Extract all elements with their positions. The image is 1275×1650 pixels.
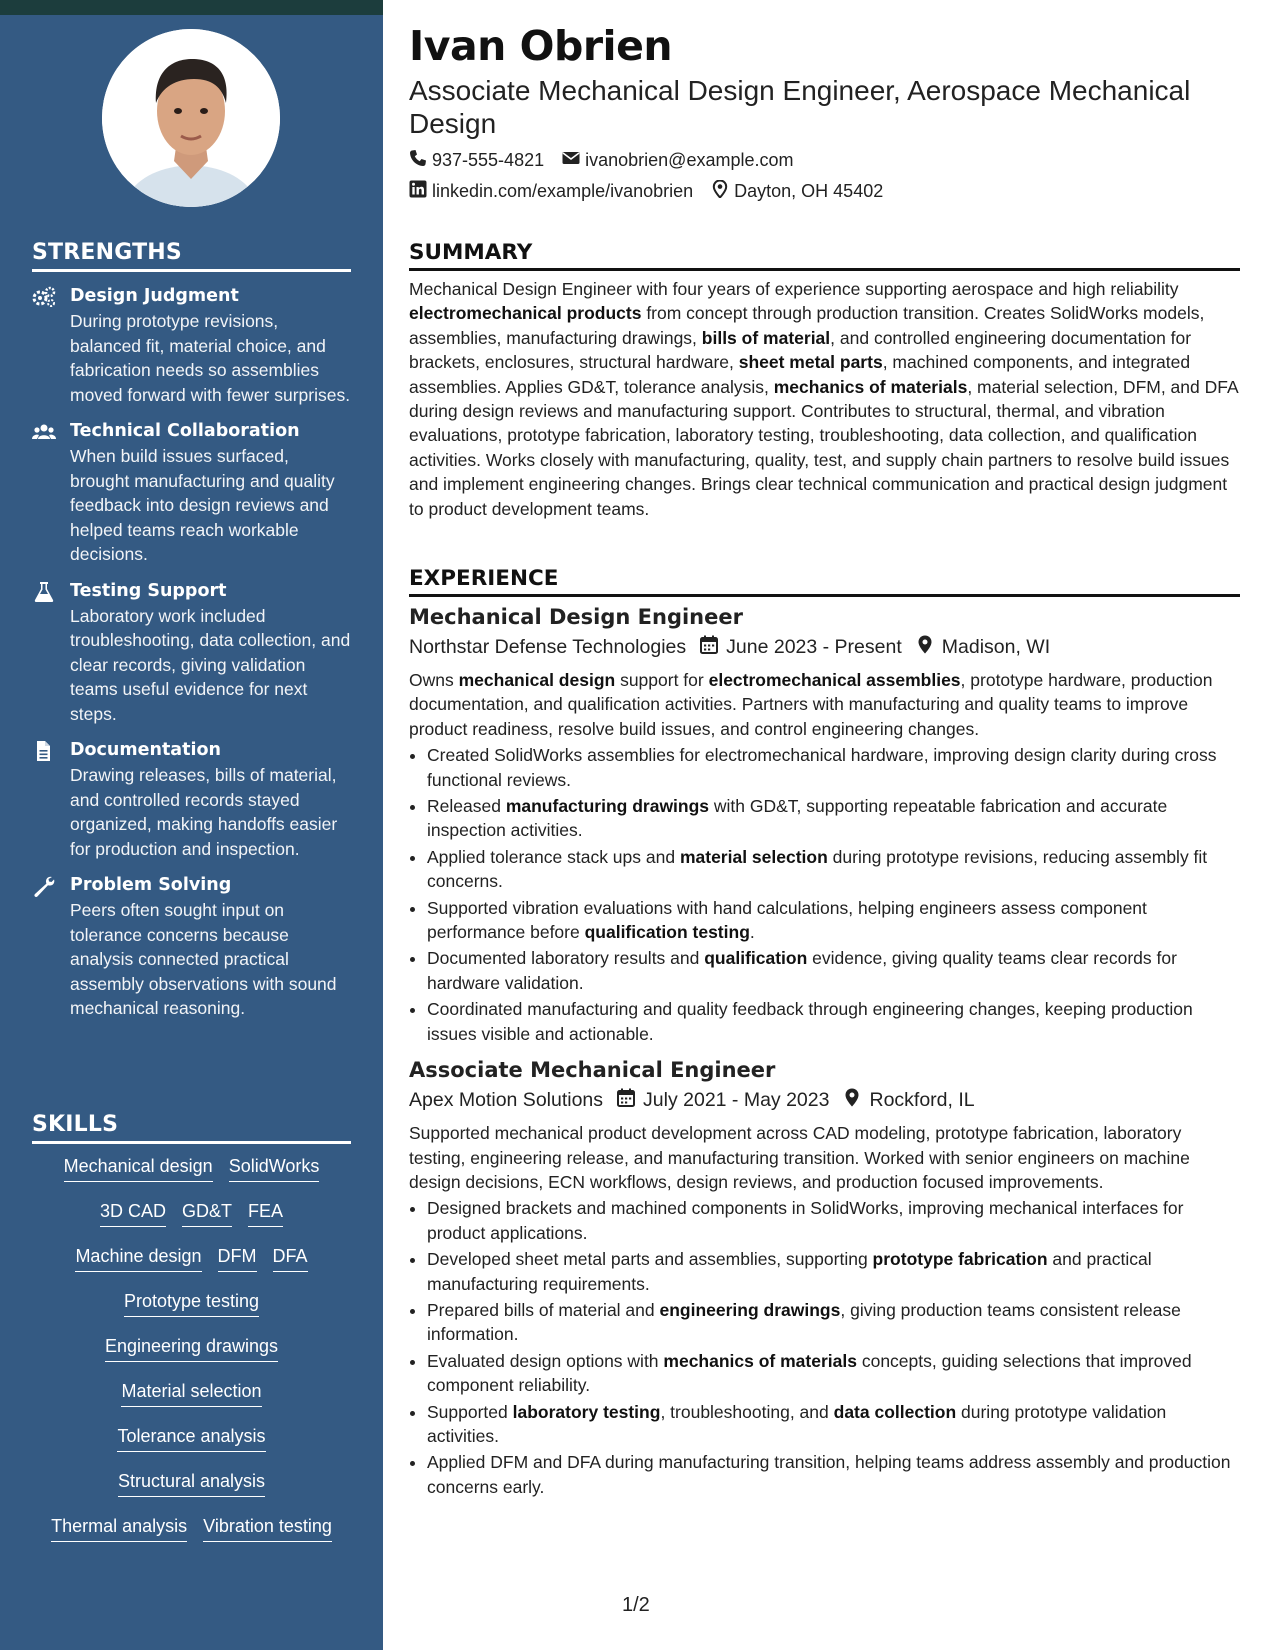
skills-section bbox=[32, 1112, 351, 1561]
job-location: Rockford, IL bbox=[869, 1089, 975, 1112]
job-summary: Owns mechanical design support for electromechanical assemblies, prototype hardware, production documentation, and qualification activities. Partners with manufacturing and quality teams to improve product readiness, resolve build issues, and control engineering changes. bbox=[409, 670, 1213, 739]
summary-heading: SUMMARY bbox=[409, 240, 1240, 271]
strength-desc: Laboratory work included troubleshooting, data collection, and clear records, giving validation teams useful evidence for next steps. bbox=[70, 605, 351, 724]
skill-row bbox=[32, 1246, 351, 1291]
list-item: • Released manufacturing drawings with GD&T, supporting repeatable fabrication and accurate inspection activities. bbox=[427, 794, 1240, 843]
users-icon bbox=[32, 421, 56, 443]
job-dates: June 2023 - Present bbox=[726, 636, 902, 658]
wrench-icon bbox=[32, 875, 56, 897]
skill-tag: Engineering drawings bbox=[105, 1336, 278, 1362]
skill-row bbox=[32, 1471, 351, 1516]
strength-item bbox=[32, 284, 351, 407]
skill-tag: FEA bbox=[248, 1201, 283, 1227]
skill-row bbox=[32, 1516, 351, 1561]
skill-tag: Vibration testing bbox=[203, 1516, 332, 1542]
list-item: • Supported laboratory testing, troubleshooting, and data collection during prototype validation activities. bbox=[427, 1400, 1240, 1449]
list-item: • Applied DFM and DFA during manufacturing transition, helping teams address assembly and production concerns early. bbox=[427, 1450, 1240, 1499]
strengths-heading: STRENGTHS bbox=[32, 240, 351, 272]
strength-title: Technical Collaboration bbox=[70, 421, 300, 441]
candidate-title: Associate Mechanical Design Engineer, Aerospace Mechanical Design bbox=[409, 75, 1191, 139]
job-meta bbox=[409, 635, 1240, 660]
strengths-section bbox=[32, 240, 351, 1021]
skill-tag: GD&T bbox=[182, 1201, 232, 1227]
list-item: • Applied tolerance stack ups and material selection during prototype revisions, reducing assembly fit concerns. bbox=[427, 845, 1240, 894]
strength-item bbox=[32, 419, 351, 567]
map-pin-icon bbox=[843, 1088, 861, 1113]
page-number: 1/2 bbox=[622, 1594, 650, 1616]
skill-tag: DFA bbox=[273, 1246, 308, 1272]
contact-row bbox=[409, 180, 883, 203]
experience-heading: EXPERIENCE bbox=[409, 566, 1240, 597]
skill-row bbox=[32, 1291, 351, 1336]
skill-tag: Tolerance analysis bbox=[117, 1426, 265, 1452]
job-entry bbox=[409, 605, 1240, 1046]
list-item: • Coordinated manufacturing and quality feedback through engineering changes, keeping production issues visible and actionable. bbox=[427, 997, 1240, 1046]
job-location: Madison, WI bbox=[941, 636, 1051, 658]
skill-tag: Mechanical design bbox=[64, 1156, 213, 1182]
gears-icon bbox=[32, 286, 56, 308]
list-item: • Documented laboratory results and qualification evidence, giving quality teams clear records for hardware validation. bbox=[427, 946, 1240, 995]
email-contact bbox=[562, 149, 793, 172]
skill-tag: 3D CAD bbox=[100, 1201, 166, 1227]
skill-row bbox=[32, 1336, 351, 1381]
linkedin-contact bbox=[409, 180, 693, 203]
job-summary: Supported mechanical product development across CAD modeling, prototype fabrication, laboratory testing, engineering release, and manufacturing transition. Worked with senior engineers on machine design decisions, ECN workflows, design reviews, and production focused improvements. bbox=[409, 1123, 1190, 1192]
list-item: • Created SolidWorks assemblies for electromechanical hardware, improving design clarity during cross functional reviews. bbox=[427, 743, 1240, 792]
list-item: • Designed brackets and machined components in SolidWorks, improving mechanical interfaces for product applications. bbox=[427, 1196, 1240, 1245]
job-meta bbox=[409, 1088, 1240, 1113]
skill-row bbox=[32, 1381, 351, 1426]
calendar-icon bbox=[700, 635, 718, 660]
skill-tag: Prototype testing bbox=[124, 1291, 259, 1317]
phone-text[interactable]: 937-555-4821 bbox=[432, 150, 545, 170]
skill-tag: Machine design bbox=[75, 1246, 201, 1272]
candidate-name: Ivan Obrien bbox=[409, 22, 673, 70]
skill-row bbox=[32, 1426, 351, 1471]
contact-row bbox=[409, 149, 793, 172]
skill-row bbox=[32, 1156, 351, 1201]
strength-title: Problem Solving bbox=[70, 875, 232, 895]
company-name: Northstar Defense Technologies bbox=[409, 636, 687, 658]
strength-desc: Peers often sought input on tolerance concerns because analysis connected practical assembly observations with sound mechanical reasoning. bbox=[70, 900, 337, 1018]
job-title: Associate Mechanical Engineer bbox=[409, 1058, 776, 1083]
linkedin-icon bbox=[409, 180, 427, 203]
skill-tag: Material selection bbox=[121, 1381, 261, 1407]
strength-desc: Drawing releases, bills of material, and controlled records stayed organized, making handoffs easier for production and inspection. bbox=[70, 765, 338, 859]
list-item: • Developed sheet metal parts and assemblies, supporting prototype fabrication and practical manufacturing requirements. bbox=[427, 1247, 1240, 1296]
phone-icon bbox=[409, 149, 427, 172]
job-entry bbox=[409, 1058, 1240, 1499]
strength-item bbox=[32, 579, 351, 727]
skill-tag: Structural analysis bbox=[118, 1471, 265, 1497]
email-text[interactable]: ivanobrien@example.com bbox=[585, 150, 794, 170]
location-contact bbox=[711, 180, 883, 203]
map-pin-icon bbox=[916, 635, 934, 660]
flask-icon bbox=[32, 581, 56, 603]
job-dates: July 2021 - May 2023 bbox=[643, 1089, 830, 1112]
strength-desc: During prototype revisions, balanced fit, material choice, and fabrication needs so assemblies moved forward with fewer surprises. bbox=[70, 311, 351, 405]
strength-item bbox=[32, 873, 351, 1021]
calendar-icon bbox=[617, 1088, 635, 1113]
sidebar bbox=[0, 0, 383, 1650]
location-text: Dayton, OH 45402 bbox=[734, 181, 884, 201]
strength-title: Documentation bbox=[70, 740, 221, 760]
strength-title: Testing Support bbox=[70, 580, 227, 601]
job-bullets bbox=[409, 1196, 1240, 1499]
job-title: Mechanical Design Engineer bbox=[409, 605, 743, 629]
skill-tag: SolidWorks bbox=[229, 1156, 320, 1182]
list-item: • Supported vibration evaluations with hand calculations, helping engineers assess component performance before qualification testing. bbox=[427, 896, 1240, 945]
envelope-icon bbox=[562, 149, 580, 172]
profile-photo bbox=[102, 29, 280, 207]
linkedin-text[interactable]: linkedin.com/example/ivanobrien bbox=[432, 181, 694, 201]
skill-tag: DFM bbox=[218, 1246, 257, 1272]
list-item: • Prepared bills of material and engineering drawings, giving production teams consistent release information. bbox=[427, 1298, 1240, 1347]
experience-section bbox=[409, 566, 1240, 1501]
strength-item bbox=[32, 738, 351, 861]
strength-title: Design Judgment bbox=[70, 286, 239, 306]
job-bullets bbox=[409, 743, 1240, 1046]
document-icon bbox=[32, 740, 56, 762]
skills-heading: SKILLS bbox=[32, 1112, 351, 1144]
map-pin-icon bbox=[711, 180, 729, 203]
phone-contact bbox=[409, 149, 544, 172]
summary-text: Mechanical Design Engineer with four years of experience supporting aerospace and high reliability electromechanical products from concept through production transition. Creates SolidWorks models, assemblies, manufacturing drawings, bills of material, and controlled engineering documentation for brackets, enclosures, structural hardware, sheet metal parts, machined components, and integrated assemblies. Applies GD&T, tolerance analysis, mechanics of materials, material selection, DFM, and DFA during design reviews and manufacturing support. Contributes to structural, thermal, and vibration evaluations, prototype fabrication, laboratory testing, troubleshooting, data collection, and qualification activities. Works closely with manufacturing, quality, test, and supply chain partners to resolve build issues and implement engineering changes. Brings clear technical communication and practical design judgment to product development teams. bbox=[409, 279, 1238, 519]
skill-tag: Thermal analysis bbox=[51, 1516, 187, 1542]
strength-desc: When build issues surfaced, brought manufacturing and quality feedback into design reviews and helped teams reach workable decisions. bbox=[70, 446, 335, 564]
sidebar-top-bar bbox=[0, 0, 383, 15]
list-item: • Evaluated design options with mechanics of materials concepts, guiding selections that improved component reliability. bbox=[427, 1349, 1240, 1398]
skill-row bbox=[32, 1201, 351, 1246]
company-name: Apex Motion Solutions bbox=[409, 1089, 604, 1112]
summary-section bbox=[409, 240, 1240, 521]
